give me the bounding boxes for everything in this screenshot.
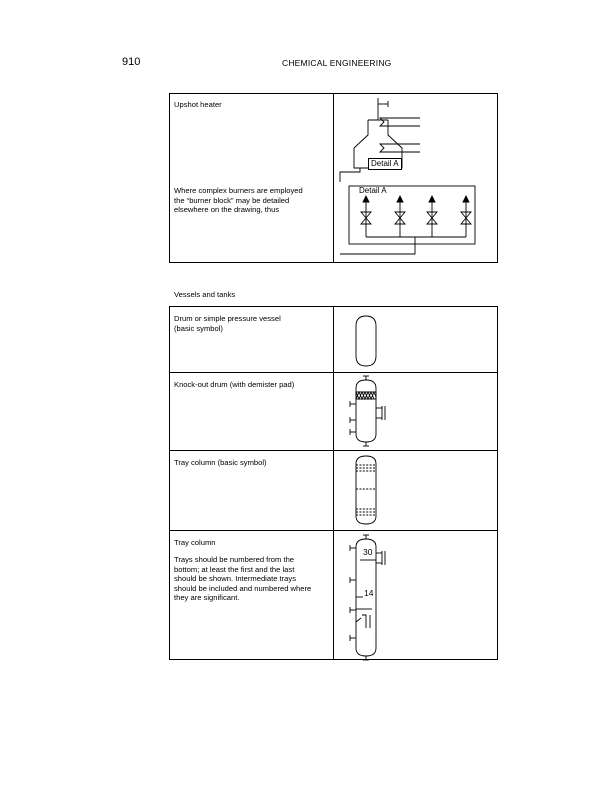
tray-30-number: 30: [363, 547, 373, 557]
detail-a-label: Detail A: [359, 186, 387, 195]
vessels-caption: Vessels and tanks: [174, 290, 236, 299]
detail-a-tag: Detail A: [368, 158, 402, 170]
knockout-drum-label: Knock-out drum (with demister pad): [174, 380, 295, 389]
upshot-heater-label: Upshot heater: [174, 100, 222, 109]
burner-block-description: Where complex burners are employed the “burner block” may be detailed elsewhere on the drawing, thus: [174, 186, 303, 215]
page-number: 910: [122, 56, 141, 68]
tray-14-number: 14: [364, 588, 374, 598]
tray-column-title: Tray column: [174, 538, 216, 547]
running-title: CHEMICAL ENGINEERING: [282, 58, 392, 68]
tray-column-basic-label: Tray column (basic symbol): [174, 458, 267, 467]
drum-label: Drum or simple pressure vessel (basic symbol): [174, 314, 281, 333]
tray-column-description: Trays should be numbered from the bottom; at least the first and the last should be shown. Intermediate trays should be included and numbered where they are significant.: [174, 555, 312, 603]
